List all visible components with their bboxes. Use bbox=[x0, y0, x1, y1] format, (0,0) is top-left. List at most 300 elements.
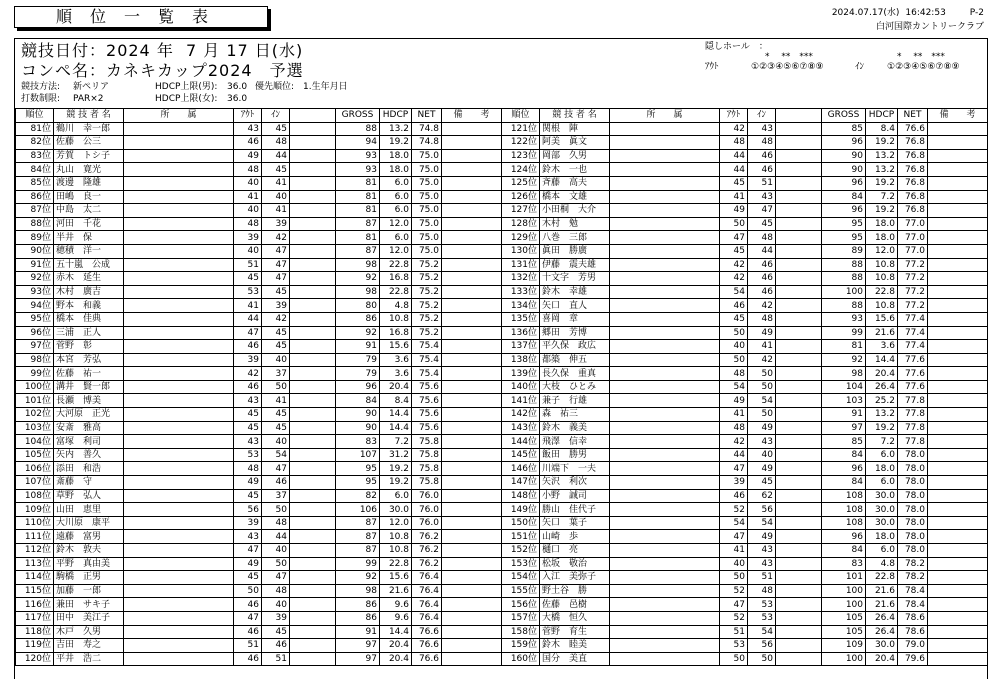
cell-rank: 101位 bbox=[16, 394, 54, 408]
cell-gross: 99 bbox=[336, 557, 380, 571]
cell-gross: 90 bbox=[822, 163, 866, 177]
cell-affiliation bbox=[124, 421, 234, 435]
cell-affiliation bbox=[610, 204, 720, 218]
cell-blank bbox=[776, 394, 822, 408]
cell-gross: 88 bbox=[336, 122, 380, 136]
cell-affiliation bbox=[124, 571, 234, 585]
col-out: ｱｳﾄ bbox=[234, 109, 262, 123]
col-affiliation: 所 属 bbox=[124, 109, 234, 123]
cell-hdcp: 12.0 bbox=[866, 244, 898, 258]
cell-out: 45 bbox=[234, 571, 262, 585]
cell-out: 46 bbox=[234, 136, 262, 150]
cell-gross: 88 bbox=[822, 299, 866, 313]
cell-name: 大川原 康平 bbox=[54, 516, 124, 530]
cell-hdcp: 20.4 bbox=[380, 639, 412, 653]
cell-in: 45 bbox=[262, 408, 290, 422]
cell-in: 40 bbox=[262, 435, 290, 449]
cell-name: 田中 美江子 bbox=[54, 611, 124, 625]
cell-remarks bbox=[928, 149, 988, 163]
cell-rank: 142位 bbox=[502, 408, 540, 422]
table-row bbox=[16, 380, 502, 394]
cell-hdcp: 6.0 bbox=[380, 489, 412, 503]
cell-gross: 97 bbox=[822, 421, 866, 435]
cell-blank bbox=[290, 476, 336, 490]
cell-in: 50 bbox=[748, 380, 776, 394]
cell-rank: 158位 bbox=[502, 625, 540, 639]
report-frame bbox=[14, 38, 988, 679]
table-row bbox=[16, 571, 502, 585]
cell-out: 52 bbox=[720, 584, 748, 598]
table-row bbox=[502, 176, 988, 190]
table-row bbox=[502, 476, 988, 490]
cell-hdcp: 20.4 bbox=[866, 652, 898, 666]
cell-name: 岡部 久男 bbox=[540, 149, 610, 163]
cell-hdcp: 21.6 bbox=[380, 584, 412, 598]
cell-in: 53 bbox=[748, 598, 776, 612]
cell-in: 50 bbox=[262, 557, 290, 571]
cell-name: 鈴木 敦夫 bbox=[54, 544, 124, 558]
competition-date-line bbox=[21, 41, 348, 61]
cell-affiliation bbox=[124, 598, 234, 612]
cell-hdcp: 19.2 bbox=[866, 204, 898, 218]
cell-net: 75.2 bbox=[412, 326, 442, 340]
cell-hdcp: 18.0 bbox=[866, 530, 898, 544]
cell-net: 75.8 bbox=[412, 462, 442, 476]
cell-blank bbox=[776, 530, 822, 544]
cell-remarks bbox=[928, 530, 988, 544]
cell-in: 54 bbox=[262, 448, 290, 462]
cell-remarks bbox=[928, 652, 988, 666]
cell-blank bbox=[290, 299, 336, 313]
cell-rank: 127位 bbox=[502, 204, 540, 218]
cell-remarks bbox=[928, 639, 988, 653]
cell-rank: 159位 bbox=[502, 639, 540, 653]
cell-remarks bbox=[442, 353, 502, 367]
cell-gross: 98 bbox=[336, 584, 380, 598]
cell-gross: 81 bbox=[336, 204, 380, 218]
cell-remarks bbox=[928, 326, 988, 340]
cell-net: 78.6 bbox=[898, 625, 928, 639]
cell-out: 47 bbox=[720, 598, 748, 612]
cell-net: 77.0 bbox=[898, 217, 928, 231]
cell-rank: 97位 bbox=[16, 340, 54, 354]
cell-rank: 129位 bbox=[502, 231, 540, 245]
cell-gross: 89 bbox=[822, 244, 866, 258]
table-row bbox=[16, 231, 502, 245]
cell-blank bbox=[776, 639, 822, 653]
cell-blank bbox=[290, 353, 336, 367]
cell-remarks bbox=[442, 421, 502, 435]
cell-blank bbox=[776, 353, 822, 367]
cell-in: 43 bbox=[748, 190, 776, 204]
cell-blank bbox=[290, 340, 336, 354]
cell-affiliation bbox=[610, 190, 720, 204]
col-net: NET bbox=[412, 109, 442, 123]
cell-hdcp: 16.8 bbox=[380, 326, 412, 340]
cell-rank: 140位 bbox=[502, 380, 540, 394]
cell-rank: 122位 bbox=[502, 136, 540, 150]
print-datetime bbox=[826, 6, 984, 20]
cell-affiliation bbox=[124, 652, 234, 666]
cell-net: 76.8 bbox=[898, 204, 928, 218]
cell-in: 43 bbox=[748, 435, 776, 449]
cell-rank: 157位 bbox=[502, 611, 540, 625]
cell-remarks bbox=[442, 367, 502, 381]
cell-remarks bbox=[442, 448, 502, 462]
table-row bbox=[502, 516, 988, 530]
table-row bbox=[502, 326, 988, 340]
cell-out: 54 bbox=[720, 285, 748, 299]
cell-gross: 83 bbox=[822, 557, 866, 571]
cell-name: 平井 浩二 bbox=[54, 652, 124, 666]
cell-affiliation bbox=[124, 217, 234, 231]
cell-net: 75.0 bbox=[412, 231, 442, 245]
cell-gross: 83 bbox=[336, 435, 380, 449]
cell-gross: 81 bbox=[336, 231, 380, 245]
table-row bbox=[16, 285, 502, 299]
cell-affiliation bbox=[124, 380, 234, 394]
cell-net: 75.0 bbox=[412, 163, 442, 177]
cell-remarks bbox=[928, 394, 988, 408]
cell-blank bbox=[290, 557, 336, 571]
cell-gross: 95 bbox=[822, 231, 866, 245]
table-row bbox=[502, 489, 988, 503]
cell-name: 加藤 一郎 bbox=[54, 584, 124, 598]
cell-net: 76.0 bbox=[412, 503, 442, 517]
cell-affiliation bbox=[610, 435, 720, 449]
cell-rank: 102位 bbox=[16, 408, 54, 422]
cell-gross: 94 bbox=[336, 136, 380, 150]
cell-blank bbox=[290, 544, 336, 558]
cell-in: 47 bbox=[748, 204, 776, 218]
cell-affiliation bbox=[610, 163, 720, 177]
cell-rank: 126位 bbox=[502, 190, 540, 204]
table-row bbox=[502, 557, 988, 571]
cell-in: 44 bbox=[262, 149, 290, 163]
cell-remarks bbox=[442, 571, 502, 585]
table-header bbox=[502, 109, 988, 123]
cell-affiliation bbox=[610, 367, 720, 381]
cell-affiliation bbox=[124, 204, 234, 218]
cell-name: 野土谷 勝 bbox=[540, 584, 610, 598]
cell-gross: 97 bbox=[336, 652, 380, 666]
table-row bbox=[16, 639, 502, 653]
cell-net: 76.4 bbox=[412, 571, 442, 585]
cell-name: 木村 勉 bbox=[540, 217, 610, 231]
cell-gross: 86 bbox=[336, 611, 380, 625]
cell-affiliation bbox=[610, 176, 720, 190]
cell-name: 伊藤 震夫雄 bbox=[540, 258, 610, 272]
cell-net: 78.4 bbox=[898, 598, 928, 612]
cell-remarks bbox=[442, 122, 502, 136]
cell-net: 77.8 bbox=[898, 421, 928, 435]
cell-remarks bbox=[442, 394, 502, 408]
cell-in: 50 bbox=[748, 408, 776, 422]
cell-net: 78.0 bbox=[898, 503, 928, 517]
cell-in: 50 bbox=[748, 652, 776, 666]
cell-net: 79.6 bbox=[898, 652, 928, 666]
table-row bbox=[16, 353, 502, 367]
cell-name: 矢内 善久 bbox=[54, 448, 124, 462]
cell-name: 添田 和浩 bbox=[54, 462, 124, 476]
cell-remarks bbox=[928, 476, 988, 490]
cell-in: 45 bbox=[748, 476, 776, 490]
cell-name: 兼田 サキ子 bbox=[54, 598, 124, 612]
print-weekday: (水) bbox=[883, 8, 900, 18]
cell-hdcp: 13.2 bbox=[380, 122, 412, 136]
cell-gross: 90 bbox=[336, 408, 380, 422]
cell-blank bbox=[776, 584, 822, 598]
cell-remarks bbox=[442, 380, 502, 394]
cell-hdcp: 26.4 bbox=[866, 380, 898, 394]
cell-gross: 93 bbox=[336, 163, 380, 177]
cell-gross: 99 bbox=[822, 326, 866, 340]
cell-remarks bbox=[442, 530, 502, 544]
cell-hdcp: 22.8 bbox=[866, 571, 898, 585]
cell-affiliation bbox=[124, 122, 234, 136]
cell-in: 37 bbox=[262, 489, 290, 503]
cell-name: 小田桐 大介 bbox=[540, 204, 610, 218]
col-gross: GROSS bbox=[822, 109, 866, 123]
table-row bbox=[16, 516, 502, 530]
cell-blank bbox=[290, 394, 336, 408]
cell-rank: 85位 bbox=[16, 176, 54, 190]
cell-net: 76.2 bbox=[412, 530, 442, 544]
cell-out: 39 bbox=[234, 353, 262, 367]
hidden-holes-label: 隠しホール ： bbox=[705, 42, 768, 52]
limit-label: 打数制限: bbox=[21, 94, 61, 104]
cell-in: 50 bbox=[262, 380, 290, 394]
cell-net: 75.6 bbox=[412, 380, 442, 394]
cell-net: 77.0 bbox=[898, 244, 928, 258]
cell-hdcp: 30.0 bbox=[866, 639, 898, 653]
cell-net: 75.4 bbox=[412, 340, 442, 354]
cell-affiliation bbox=[610, 285, 720, 299]
cell-gross: 108 bbox=[822, 489, 866, 503]
cell-name: 矢口 直人 bbox=[540, 299, 610, 313]
cell-affiliation bbox=[124, 136, 234, 150]
cell-out: 45 bbox=[234, 489, 262, 503]
cell-net: 75.0 bbox=[412, 190, 442, 204]
cell-affiliation bbox=[610, 462, 720, 476]
cell-gross: 98 bbox=[822, 367, 866, 381]
cell-in: 37 bbox=[262, 367, 290, 381]
cell-blank bbox=[290, 408, 336, 422]
cell-in: 42 bbox=[262, 231, 290, 245]
cell-name: 山田 恵里 bbox=[54, 503, 124, 517]
cell-blank bbox=[776, 598, 822, 612]
table-row bbox=[16, 122, 502, 136]
cell-rank: 144位 bbox=[502, 435, 540, 449]
cell-out: 47 bbox=[720, 462, 748, 476]
table-row bbox=[502, 299, 988, 313]
cell-rank: 141位 bbox=[502, 394, 540, 408]
cell-out: 42 bbox=[234, 367, 262, 381]
cell-affiliation bbox=[124, 231, 234, 245]
cell-remarks bbox=[928, 584, 988, 598]
cell-blank bbox=[776, 122, 822, 136]
table-row bbox=[16, 462, 502, 476]
table-row bbox=[16, 448, 502, 462]
cell-in: 44 bbox=[748, 244, 776, 258]
cell-net: 77.6 bbox=[898, 380, 928, 394]
cell-affiliation bbox=[610, 571, 720, 585]
comp-value: カネキカップ2024 予選 bbox=[106, 61, 304, 80]
cell-hdcp: 10.8 bbox=[866, 299, 898, 313]
date-label: 競技日付： bbox=[21, 41, 107, 60]
cell-affiliation bbox=[124, 530, 234, 544]
cell-remarks bbox=[442, 516, 502, 530]
cell-blank bbox=[776, 557, 822, 571]
cell-in: 42 bbox=[262, 312, 290, 326]
cell-blank bbox=[290, 190, 336, 204]
cell-affiliation bbox=[124, 272, 234, 286]
cell-in: 54 bbox=[748, 516, 776, 530]
hdcp-female-value: 36.0 bbox=[227, 94, 248, 104]
cell-blank bbox=[290, 652, 336, 666]
cell-blank bbox=[290, 530, 336, 544]
cell-hdcp: 3.6 bbox=[380, 353, 412, 367]
cell-affiliation bbox=[124, 408, 234, 422]
cell-in: 51 bbox=[748, 571, 776, 585]
cell-net: 76.8 bbox=[898, 163, 928, 177]
cell-affiliation bbox=[610, 258, 720, 272]
cell-affiliation bbox=[124, 625, 234, 639]
out-label: ｱｳﾄ bbox=[705, 62, 719, 72]
table-row bbox=[502, 530, 988, 544]
cell-blank bbox=[290, 598, 336, 612]
cell-hdcp: 19.2 bbox=[380, 462, 412, 476]
cell-net: 75.8 bbox=[412, 435, 442, 449]
table-row bbox=[16, 530, 502, 544]
cell-net: 76.0 bbox=[412, 516, 442, 530]
cell-out: 48 bbox=[234, 217, 262, 231]
cell-in: 49 bbox=[748, 326, 776, 340]
cell-affiliation bbox=[610, 516, 720, 530]
cell-in: 45 bbox=[262, 326, 290, 340]
cell-affiliation bbox=[124, 462, 234, 476]
cell-remarks bbox=[928, 598, 988, 612]
col-hdcp: HDCP bbox=[866, 109, 898, 123]
cell-in: 41 bbox=[262, 394, 290, 408]
cell-hdcp: 8.4 bbox=[380, 394, 412, 408]
cell-blank bbox=[776, 299, 822, 313]
cell-out: 44 bbox=[720, 163, 748, 177]
cell-rank: 113位 bbox=[16, 557, 54, 571]
cell-hdcp: 18.0 bbox=[380, 149, 412, 163]
cell-net: 75.2 bbox=[412, 258, 442, 272]
cell-out: 43 bbox=[234, 530, 262, 544]
cell-gross: 84 bbox=[822, 544, 866, 558]
table-row bbox=[502, 380, 988, 394]
table-row bbox=[16, 272, 502, 286]
cell-rank: 84位 bbox=[16, 163, 54, 177]
cell-net: 76.2 bbox=[412, 544, 442, 558]
cell-blank bbox=[776, 503, 822, 517]
cell-hdcp: 14.4 bbox=[380, 408, 412, 422]
cell-hdcp: 22.8 bbox=[380, 285, 412, 299]
cell-remarks bbox=[928, 408, 988, 422]
table-row bbox=[502, 244, 988, 258]
table-row bbox=[16, 190, 502, 204]
cell-in: 49 bbox=[748, 530, 776, 544]
cell-remarks bbox=[928, 611, 988, 625]
cell-gross: 87 bbox=[336, 544, 380, 558]
club-name: 白河国際カントリークラブ bbox=[875, 22, 984, 32]
table-row bbox=[16, 163, 502, 177]
cell-net: 76.4 bbox=[412, 598, 442, 612]
cell-gross: 90 bbox=[822, 149, 866, 163]
cell-gross: 81 bbox=[336, 190, 380, 204]
cell-remarks bbox=[442, 285, 502, 299]
cell-blank bbox=[776, 611, 822, 625]
cell-remarks bbox=[442, 476, 502, 490]
cell-blank bbox=[776, 285, 822, 299]
cell-hdcp: 21.6 bbox=[866, 598, 898, 612]
cell-in: 43 bbox=[748, 544, 776, 558]
cell-out: 47 bbox=[234, 611, 262, 625]
cell-remarks bbox=[928, 516, 988, 530]
cell-hdcp: 13.2 bbox=[866, 408, 898, 422]
in-label: ｲﾝ bbox=[855, 62, 865, 72]
cell-hdcp: 10.8 bbox=[866, 258, 898, 272]
cell-name: 橋本 文雄 bbox=[540, 190, 610, 204]
cell-rank: 145位 bbox=[502, 448, 540, 462]
cell-out: 49 bbox=[234, 149, 262, 163]
table-header bbox=[16, 109, 502, 123]
cell-net: 78.0 bbox=[898, 516, 928, 530]
cell-rank: 146位 bbox=[502, 462, 540, 476]
cell-blank bbox=[776, 571, 822, 585]
cell-name: 斉藤 高夫 bbox=[540, 176, 610, 190]
cell-name: 渡邊 隆雄 bbox=[54, 176, 124, 190]
cell-net: 74.8 bbox=[412, 122, 442, 136]
cell-net: 75.6 bbox=[412, 421, 442, 435]
cell-rank: 125位 bbox=[502, 176, 540, 190]
cell-gross: 100 bbox=[822, 285, 866, 299]
cell-blank bbox=[290, 584, 336, 598]
cell-out: 50 bbox=[720, 652, 748, 666]
cell-in: 47 bbox=[262, 571, 290, 585]
cell-gross: 95 bbox=[336, 462, 380, 476]
cell-in: 41 bbox=[748, 340, 776, 354]
cell-in: 48 bbox=[262, 516, 290, 530]
cell-affiliation bbox=[124, 435, 234, 449]
cell-rank: 154位 bbox=[502, 571, 540, 585]
cell-in: 40 bbox=[262, 544, 290, 558]
table-row bbox=[502, 639, 988, 653]
table-row bbox=[16, 340, 502, 354]
cell-remarks bbox=[442, 584, 502, 598]
cell-name: 草野 弘人 bbox=[54, 489, 124, 503]
cell-in: 54 bbox=[748, 625, 776, 639]
cell-hdcp: 6.0 bbox=[866, 476, 898, 490]
table-row bbox=[502, 163, 988, 177]
cell-affiliation bbox=[610, 380, 720, 394]
cell-out: 49 bbox=[720, 204, 748, 218]
cell-hdcp: 16.8 bbox=[380, 272, 412, 286]
cell-in: 46 bbox=[748, 258, 776, 272]
table-row bbox=[502, 340, 988, 354]
cell-name: 遠藤 富男 bbox=[54, 530, 124, 544]
cell-in: 47 bbox=[262, 258, 290, 272]
cell-rank: 112位 bbox=[16, 544, 54, 558]
cell-affiliation bbox=[610, 217, 720, 231]
cell-rank: 119位 bbox=[16, 639, 54, 653]
cell-in: 50 bbox=[262, 503, 290, 517]
table-row bbox=[16, 557, 502, 571]
cell-name: 木戸 久男 bbox=[54, 625, 124, 639]
